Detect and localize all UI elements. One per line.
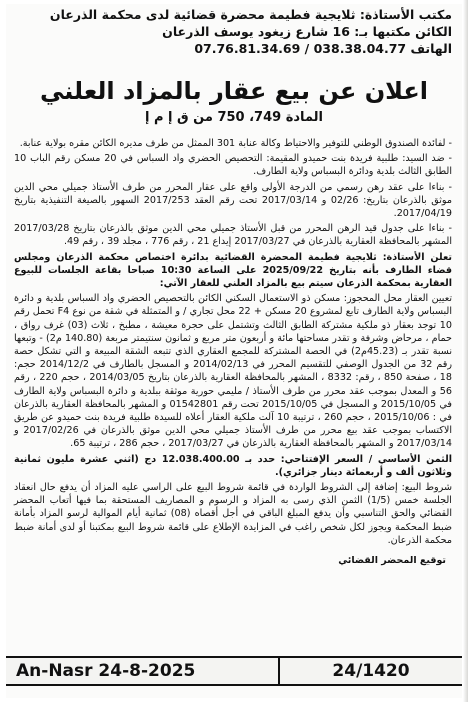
paragraph-auction-announcement: تعلن الأستاذة: ثلايجية فطيمة المحضرة القضائية بدائرة اختصاص محكمة الذرعان ومجلس قضاء الطارف بأنه بتاريخ 2025/09/22 على الساعة 10:30 صباحا بقاعة الجلسات للبيوع العقارية بمحكمة الذرعان سيتم بيع بالمزاد العلني للعقار الآتي: bbox=[14, 251, 453, 290]
bailiff-signature: توقيع المحضر القضائي bbox=[338, 555, 446, 567]
bailiff-office-header bbox=[6, 4, 462, 57]
paragraph-debtor: - ضد السيد: طلبية فريدة بنت حميدو المقيمة: التحصيص الحضري واد السباس في 20 مسكن رقم الباب 10 الطابق الثالث بلدية ودائرة البسباس ولاية الطارف. bbox=[14, 153, 452, 178]
newspaper-footer bbox=[6, 656, 462, 686]
notice-subtitle: المادة 749، 750 من ق إ م إ bbox=[144, 110, 323, 125]
scan-edge-shadow bbox=[463, 0, 468, 702]
office-name-line: مكتب الأستاذة: ثلايجية فطيمة محضرة قضائية لدى محكمة الذرعان bbox=[49, 7, 452, 22]
office-address-line: الكائن مكتبها بـ: 16 شارع زيغود يوسف الذرعان bbox=[162, 24, 452, 39]
paragraph-mortgage-registration: - بناءا على جدول قيد الرهن المحرر من قبل الأستاذ جميلي محي الدين موثق بالذرعان بتاريخ 2017/03/28 المشهر بالمحافظة العقارية بالذرعان في 2017/03/27 إيداع 21 ، رقم 776 ، مجلد 39 ، رقم 49. bbox=[14, 223, 452, 248]
legal-notice-page bbox=[6, 4, 462, 698]
paragraph-mortgage-deed: - بناءا على عقد رهن رسمي من الدرجة الأولى واقع على عقار المحرر من طرف الأستاذ جميلي محي الدين موثق بالذرعان بتاريخ: 02/26 و 2017/03/14 تحت رقم العقد 2017/253 السهور بالصيغة التنفيذية بتاريخ 2017/04/19. bbox=[14, 181, 452, 220]
paragraph-property-description: تعيين العقار محل المحجوز: مسكن ذو الاستعمال السكني الكائن بالتحصيص الحضري واد السباس بلدية و دائرة البسباس ولاية الطارف تابع لمشروع 20 مسكن + 22 محل تجاري / و المتمثلة في شقة من نوع F4 تحمل رقم 10 توجد بعقار ذو ملكية مشتركة الطابق الثالث وتشتمل على حجرة معيشة ، مطبخ ، ثلاث (03) غرف رواق ، حمام ، مرحاض وشرفة و تقدر مساحتها مائة و أربعون متر مربع و ثمانون سنتيمتر مربعة (140.80 م2) - وتبعها نسبة تقدر بـ (45.23م2) في الحصة المشتركة للمجمع العقاري الذي تتبعه الشقة المبيعة و التي تشكل حصة رقم 32 من الجدول الوصفي للتقسيم المحرر في 2014/02/13 و المسجل بالطارف في 2014/12/2 حجم: 18 ، صفحة 850 ، رقم: 8332 ، المشهر بالمحافظة العقارية بالذرعان بتاريخ 2014/03/05 ، حجم 220 ، رقم 56 و المعدل بموجب عقد محرر من طرف الأستاذ / مليمي حورية موثقة ببلدية و دائرة البسباس ولاية الطارف في 2015/10/05 و المسجل في 2015/10/05 تحت رقم 01542801 و المشهر بالمحافظة العقارية بالذرعان في : 2015/10/06 ، حجم 260 ، ترتيبة 10 آلت ملكية العقار أعلاه للسيدة طلبية فريدة بنت حميدو عن طريق الاكتساب بموجب عقد بيع محرر من طرف الأستاذ جميلي محي الدين موثق بالذرعان في 2017/02/26 و 2017/03/14 و المشهر بالمحافظة العقارية بالذرعان في 2017/03/27 ، حجم 286 ، ترتيبة 65. bbox=[14, 293, 453, 450]
notice-title: اعلان عن بيع عقار بالمزاد العلني bbox=[39, 77, 429, 105]
newspaper-name-date: An-Nasr 24-8-2025 bbox=[6, 658, 280, 684]
paragraph-beneficiary: - لفائدة الصندوق الوطني للتوفير والاحتياط وكالة عنابة 301 الممثل من طرف مديره الكائن مقره بولاية عنابة. bbox=[19, 138, 452, 149]
office-phone-line: الهاتف 038.38.04.77 / 07.76.81.34.69 bbox=[194, 41, 452, 56]
notice-reference-number: 24/1420 bbox=[332, 661, 410, 681]
paragraph-sale-conditions: شروط البيع: إضافة إلى الشروط الواردة في قائمة شروط البيع على الراسي عليه المزاد أن يدفع حال انعقاد الجلسة خمس (1/5) الثمن الذي رسى به المزاد و الرسوم و المصاريف المستحقة بما فيها أتعاب المحضر القضائي والحق التناسبي وأن يدفع المبلغ الباقي في أجل أقصاه (08) ثمانية أيام الموالية لرسو المزاد بأمانة ضبط المحكمة ويجوز لكل شخص راغب في المزايدة الإطلاع على قائمة شروط البيع بمكتبنا أو لدى أمانة ضبط محكمة الذرعان. bbox=[14, 482, 452, 546]
notice-body bbox=[6, 127, 462, 547]
paragraph-base-price: الثمن الأساسي / السعر الإفتتاحي: حدد بـ 12.038.400.00 دج (اثني عشرة مليون ثمانية وثلاثون ألف و أربعمائة دينار جزائري). bbox=[14, 453, 452, 478]
